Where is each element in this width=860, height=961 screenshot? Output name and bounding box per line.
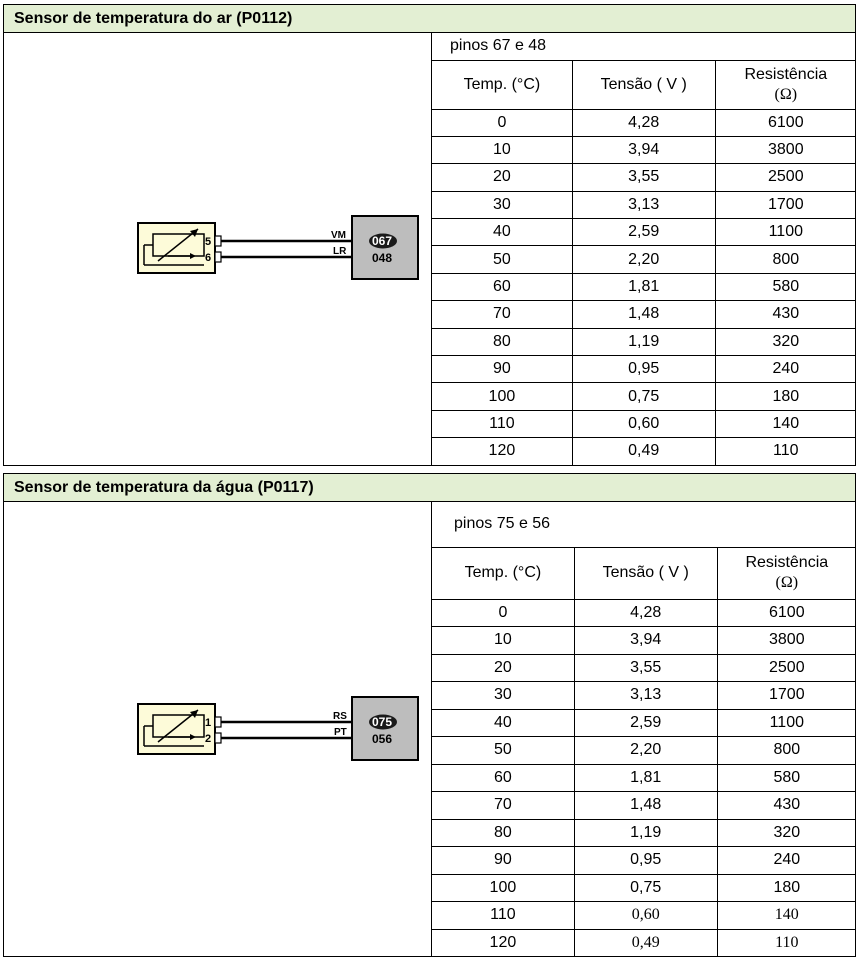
table-row [432,764,857,792]
cell-voltage: 0,49 [572,438,715,465]
cell-resistance: 1700 [717,682,856,710]
cell-voltage: 0,60 [572,410,715,437]
table-row [432,737,857,765]
table-row [432,301,857,328]
table-row [432,847,857,875]
cell-resistance: 2500 [715,164,856,191]
cell-temp: 50 [432,246,573,273]
table-row [432,328,857,355]
cell-resistance: 320 [717,819,856,847]
cell-voltage: 2,20 [574,737,717,765]
cell-temp: 10 [432,136,573,163]
cell-resistance: 1100 [715,219,856,246]
table-row [432,136,857,163]
wire-label: LR [333,246,347,257]
cell-resistance: 430 [715,301,856,328]
cell-resistance: 140 [717,902,856,930]
cell-temp: 0 [432,599,575,627]
cell-temp: 10 [432,627,575,655]
column-header-resistance: Resistência (Ω) [717,547,856,599]
wire-label: PT [334,727,347,738]
table-row [432,246,857,273]
table-row [432,273,857,300]
cell-voltage: 0,75 [574,874,717,902]
resistance-table [431,33,856,466]
cell-voltage: 3,55 [574,654,717,682]
section-title: Sensor de temperatura do ar (P0112) [4,5,855,33]
sensor-pin-label: 2 [205,733,212,745]
cell-resistance: 1100 [717,709,856,737]
cell-temp: 50 [432,737,575,765]
cell-resistance: 320 [715,328,856,355]
cell-resistance: 580 [715,273,856,300]
ecu-pin-label: 056 [372,732,393,746]
cell-temp: 30 [432,191,573,218]
cell-resistance: 580 [717,764,856,792]
cell-resistance: 110 [717,929,856,957]
cell-temp: 40 [432,219,573,246]
column-header-voltage: Tensão ( V ) [572,60,715,109]
table-row [432,819,857,847]
column-header-temp: Temp. (°C) [432,547,575,599]
cell-voltage: 1,19 [572,328,715,355]
cell-temp: 70 [432,301,573,328]
cell-voltage: 3,94 [572,136,715,163]
table-row [432,438,857,465]
table-row [432,599,857,627]
cell-voltage: 1,48 [574,792,717,820]
connector-pin [215,733,221,743]
column-header-voltage: Tensão ( V ) [574,547,717,599]
cell-voltage: 1,81 [572,273,715,300]
cell-resistance: 240 [717,847,856,875]
column-header-temp: Temp. (°C) [432,60,573,109]
cell-resistance: 110 [715,438,856,465]
table-row [432,902,857,930]
cell-resistance: 180 [717,874,856,902]
cell-temp: 120 [432,929,575,957]
pins-label: pinos 75 e 56 [432,502,857,547]
ecu-pin-label: 067 [372,234,393,248]
cell-temp: 40 [432,709,575,737]
cell-voltage: 2,59 [574,709,717,737]
cell-voltage: 2,20 [572,246,715,273]
cell-temp: 80 [432,819,575,847]
cell-temp: 90 [432,356,573,383]
cell-voltage: 1,48 [572,301,715,328]
cell-temp: 90 [432,847,575,875]
water-temp-sensor-section [3,473,856,957]
cell-resistance: 1700 [715,191,856,218]
cell-voltage: 3,13 [574,682,717,710]
cell-temp: 20 [432,164,573,191]
table-row [432,874,857,902]
cell-voltage: 0,75 [572,383,715,410]
wiring-diagram-svg [4,33,431,465]
cell-temp: 70 [432,792,575,820]
table-row [432,792,857,820]
cell-voltage: 4,28 [574,599,717,627]
cell-resistance: 2500 [717,654,856,682]
wiring-diagram [4,33,431,465]
cell-temp: 110 [432,410,573,437]
cell-voltage: 3,94 [574,627,717,655]
ecu-pin-label: 048 [372,251,393,265]
cell-resistance: 240 [715,356,856,383]
wire-label: VM [331,230,346,241]
ecu-pin-label: 075 [372,715,393,729]
cell-temp: 80 [432,328,573,355]
cell-voltage: 0,95 [574,847,717,875]
column-header-resistance: Resistência (Ω) [715,60,856,109]
table-row [432,627,857,655]
sensor-pin-label: 1 [205,717,212,729]
air-temp-sensor-section [3,4,856,466]
cell-resistance: 3800 [717,627,856,655]
table-row [432,219,857,246]
cell-resistance: 140 [715,410,856,437]
table-row [432,709,857,737]
cell-voltage: 1,81 [574,764,717,792]
table-row [432,682,857,710]
cell-voltage: 0,95 [572,356,715,383]
connector-pin [215,236,221,246]
cell-resistance: 800 [715,246,856,273]
cell-temp: 20 [432,654,575,682]
cell-temp: 100 [432,874,575,902]
cell-resistance: 3800 [715,136,856,163]
section-title: Sensor de temperatura da água (P0117) [4,474,855,502]
wiring-diagram-svg [4,502,431,956]
cell-temp: 30 [432,682,575,710]
resistance-table [431,502,856,957]
wire-label: RS [333,711,347,722]
cell-temp: 60 [432,273,573,300]
cell-voltage: 0,49 [574,929,717,957]
cell-resistance: 430 [717,792,856,820]
connector-pin [215,252,221,262]
cell-resistance: 180 [715,383,856,410]
table-row [432,109,857,136]
sensor-pin-label: 6 [205,252,212,264]
table-row [432,410,857,437]
cell-temp: 120 [432,438,573,465]
cell-temp: 100 [432,383,573,410]
table-row [432,929,857,957]
table-row [432,654,857,682]
cell-voltage: 3,13 [572,191,715,218]
cell-voltage: 0,60 [574,902,717,930]
cell-voltage: 1,19 [574,819,717,847]
cell-temp: 110 [432,902,575,930]
table-row [432,164,857,191]
table-row [432,191,857,218]
cell-resistance: 800 [717,737,856,765]
sensor-pin-label: 5 [205,236,212,248]
cell-voltage: 3,55 [572,164,715,191]
connector-pin [215,717,221,727]
table-row [432,356,857,383]
cell-temp: 60 [432,764,575,792]
table-row [432,383,857,410]
cell-resistance: 6100 [715,109,856,136]
cell-voltage: 4,28 [572,109,715,136]
cell-voltage: 2,59 [572,219,715,246]
wiring-diagram [4,502,431,956]
cell-resistance: 6100 [717,599,856,627]
cell-temp: 0 [432,109,573,136]
pins-label: pinos 67 e 48 [432,33,857,60]
